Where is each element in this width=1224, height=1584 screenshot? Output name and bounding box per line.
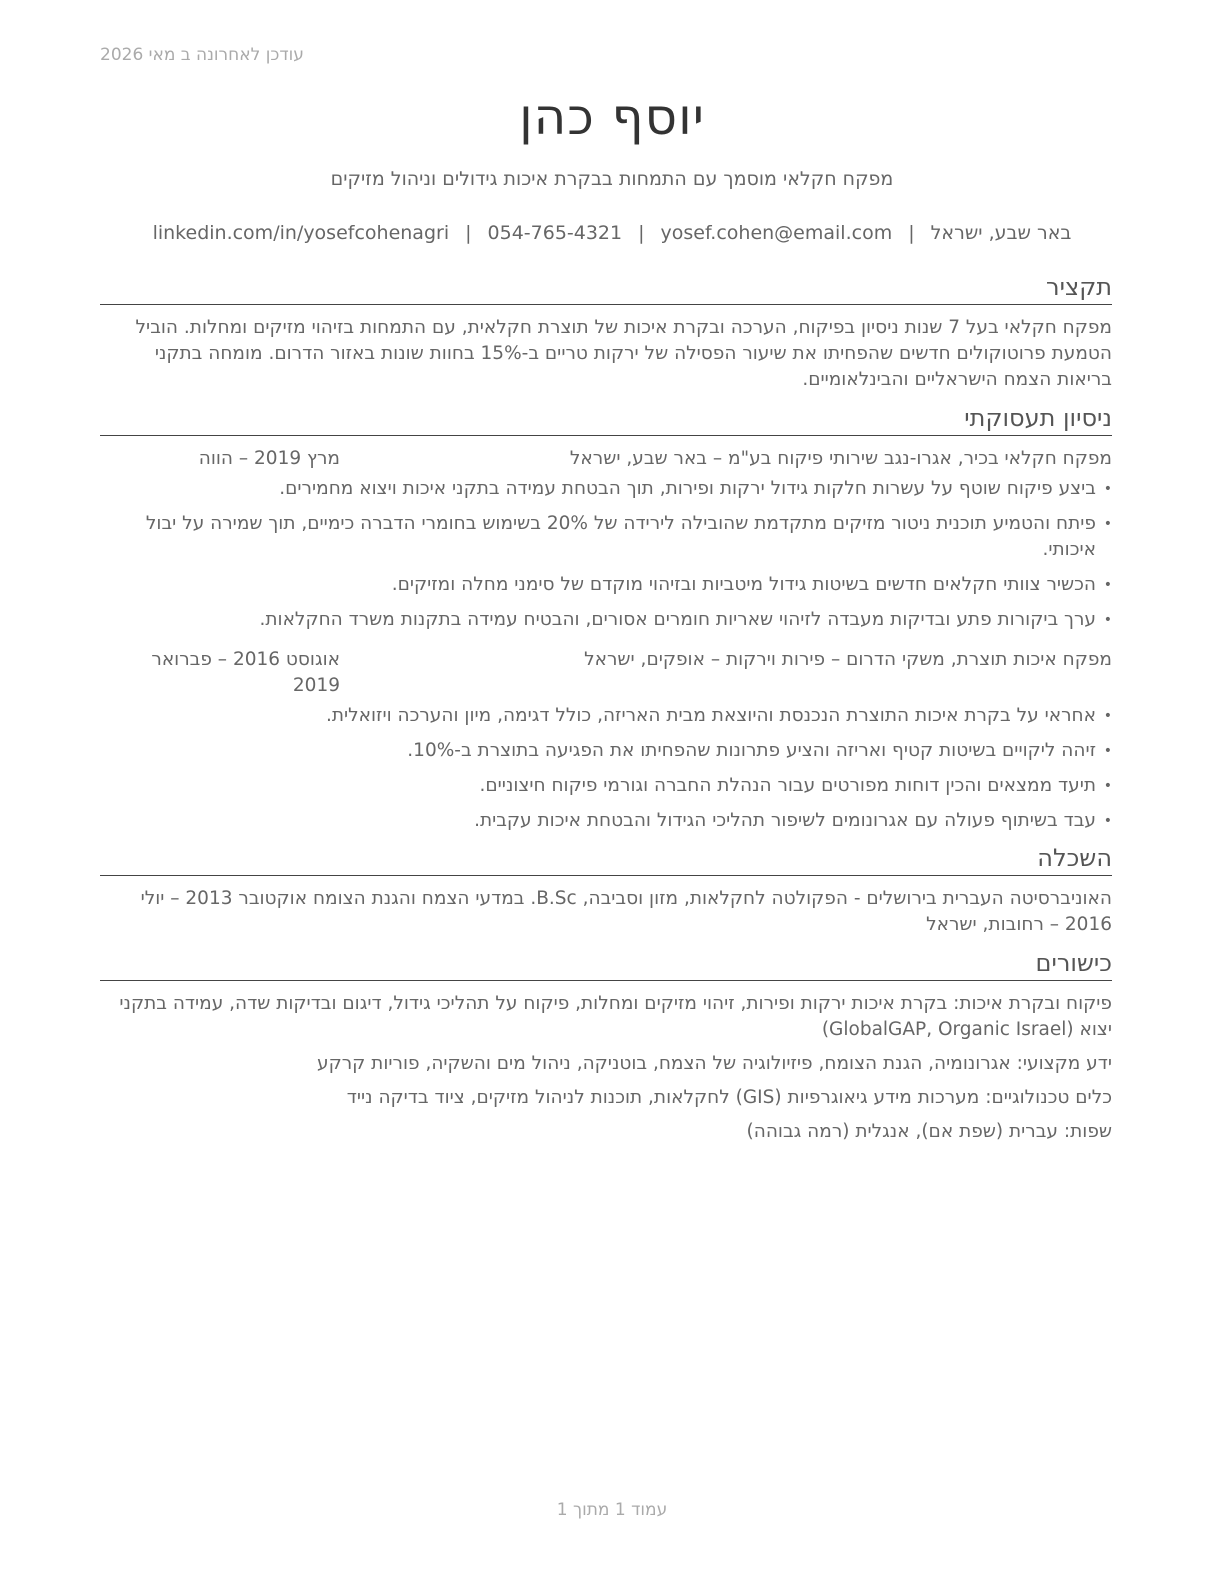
skill-item: פיקוח ובקרת איכות: בקרת איכות ירקות ופירות, זיהוי מזיקים ומחלות, פיקוח על תהליכי גידול, דיגום ובדיקות שדה, עמידה בתקני יצוא (GlobalGAP, Organic Israel) <box>119 993 1112 1040</box>
job-bullet: • פיתח והטמיע תוכנית ניטור מזיקים מתקדמת שהובילה לירידה של 20% בשימוש בחומרי הדברה כימיים, תוך שמירה על יבול איכותי. <box>100 511 1112 563</box>
candidate-name: יוסף כהן <box>519 88 705 146</box>
skills-section <box>100 948 1112 1145</box>
contact-linkedin[interactable]: linkedin.com/in/yosefcohenagri <box>152 222 450 244</box>
skill-item: ידע מקצועי: אגרונומיה, הגנת הצומח, פיזיולוגיה של הצמח, בוטניקה, ניהול מים והשקיה, פוריות קרקע <box>317 1053 1112 1074</box>
job-title: מפקח איכות תוצרת, משקי הדרום – פירות וירקות – אופקים, ישראל <box>584 649 1112 670</box>
contact-location: באר שבע, ישראל <box>930 222 1072 244</box>
job-header <box>100 446 1112 472</box>
job-title: מפקח חקלאי בכיר, אגרו-נגב שירותי פיקוח בע"מ – באר שבע, ישראל <box>569 448 1112 469</box>
job-bullet: • עבד בשיתוף פעולה עם אגרונומים לשיפור תהליכי הגידול והבטחת איכות עקבית. <box>100 808 1112 834</box>
job-bullet: • ערך ביקורות פתע ובדיקות מעבדה לזיהוי שאריות חומרים אסורים, והבטיח עמידה בתקנות משרד החקלאות. <box>100 607 1112 633</box>
summary-section <box>100 272 1112 393</box>
contact-separator: | <box>908 222 915 244</box>
summary-title: תקציר <box>100 272 1112 305</box>
contact-separator: | <box>638 222 645 244</box>
contact-line <box>0 222 1224 244</box>
job-bullet: • אחראי על בקרת איכות התוצרת הנכנסת והיוצאת מבית האריזה, כולל דגימה, מיון והערכה ויזואלית. <box>100 703 1112 729</box>
experience-section <box>100 403 1112 834</box>
job-bullet: • ביצע פיקוח שוטף על עשרות חלקות גידול ירקות ופירות, תוך הבטחת עמידה בתקני איכות ויצוא מחמירים. <box>100 476 1112 502</box>
contact-email[interactable]: yosef.cohen@email.com <box>660 222 893 244</box>
skill-item: שפות: עברית (שפת אם), אנגלית (רמה גבוהה) <box>746 1121 1112 1142</box>
education-title: השכלה <box>100 843 1112 876</box>
summary-text: מפקח חקלאי בעל 7 שנות ניסיון בפיקוח, הערכה ובקרת איכות של תוצרת חקלאית, עם התמחות בזיהוי מזיקים ומחלות. הוביל הטמעת פרוטוקולים חדשים שהפחיתו את שיעור הפסילה של ירקות טריים ב-15% בחוות שונות באזור הדרום. מומחה בתקני בריאות הצמח הישראליים והבינלאומיים. <box>135 317 1112 390</box>
experience-title: ניסיון תעסוקתי <box>100 403 1112 436</box>
page-number: עמוד 1 מתוך 1 <box>556 1500 668 1520</box>
job-header <box>100 647 1112 699</box>
job-bullet: • זיהה ליקויים בשיטות קטיף ואריזה והציע פתרונות שהפחיתו את הפגיעה בתוצרת ב-10%. <box>100 738 1112 764</box>
skills-title: כישורים <box>100 948 1112 981</box>
resume-body <box>100 272 1112 1153</box>
last-updated-note: עודכן לאחרונה ב מאי 2026 <box>100 45 304 65</box>
job-dates: מרץ 2019 – הווה <box>198 448 340 469</box>
education-text: האוניברסיטה העברית בירושלים - הפקולטה לחקלאות, מזון וסביבה, B.Sc. במדעי הצמח והגנת הצומח אוקטובר 2013 – יולי 2016 – רחובות, ישראל <box>140 888 1112 935</box>
contact-phone[interactable]: 054-765-4321 <box>487 222 623 244</box>
tagline: מפקח חקלאי מוסמך עם התמחות בבקרת איכות גידולים וניהול מזיקים <box>330 168 894 190</box>
job-bullet: • תיעד ממצאים והכין דוחות מפורטים עבור הנהלת החברה וגורמי פיקוח חיצוניים. <box>100 773 1112 799</box>
job-bullet: • הכשיר צוותי חקלאים חדשים בשיטות גידול מיטביות ובזיהוי מוקדם של סימני מחלה ומזיקים. <box>100 572 1112 598</box>
skill-item: כלים טכנולוגיים: מערכות מידע גיאוגרפיות (GIS) לחקלאות, תוכנות לניהול מזיקים, ציוד בדיקה נייד <box>346 1087 1112 1108</box>
job-bullets <box>100 703 1112 834</box>
contact-separator: | <box>465 222 472 244</box>
education-section <box>100 843 1112 938</box>
job-bullets <box>100 476 1112 633</box>
job-dates: אוגוסט 2016 – פברואר 2019 <box>151 649 340 696</box>
